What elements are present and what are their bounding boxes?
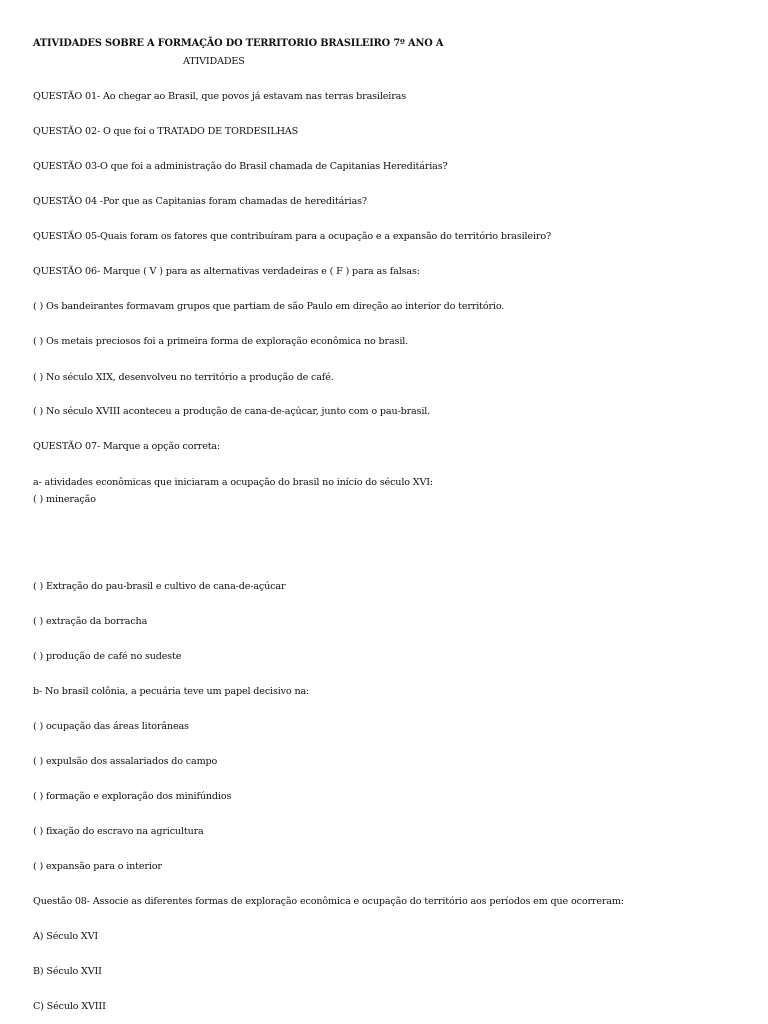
question-07: QUESTÃO 07- Marque a opção correta:	[33, 441, 221, 452]
question-07b-item: ( ) formação e exploração dos minifúndios	[33, 791, 232, 802]
question-07b-item: ( ) expansão para o interior	[33, 861, 162, 872]
question-07b-item: ( ) fixação do escravo na agricultura	[33, 826, 204, 837]
question-08-item: A) Século XVI	[33, 931, 99, 942]
question-04: QUESTÃO 04 -Por que as Capitanias foram chamadas de hereditárias?	[33, 196, 367, 207]
question-06-item: ( ) Os bandeirantes formavam grupos que partiam de são Paulo em direção ao interior do território.	[33, 301, 505, 312]
question-07a-item: ( ) mineração	[33, 494, 96, 505]
question-06-item: ( ) Os metais preciosos foi a primeira forma de exploração econômica no brasil.	[33, 336, 409, 347]
document-subtitle: ATIVIDADES	[183, 56, 245, 67]
question-06-item: ( ) No século XIX, desenvolveu no território a produção de café.	[33, 372, 334, 383]
question-07b: b- No brasil colônia, a pecuária teve um papel decisivo na:	[33, 686, 310, 697]
question-06-item: ( ) No século XVIII aconteceu a produção de cana-de-açúcar, junto com o pau-brasil.	[33, 406, 431, 417]
question-07b-item: ( ) ocupação das áreas litorâneas	[33, 721, 189, 732]
question-06: QUESTÃO 06- Marque ( V ) para as alternativas verdadeiras e ( F ) para as falsas:	[33, 266, 420, 277]
document-title: ATIVIDADES SOBRE A FORMAÇÃO DO TERRITORIO BRASILEIRO 7º ANO A	[33, 38, 444, 49]
question-07a: a- atividades econômicas que iniciaram a ocupação do brasil no início do século XVI:	[33, 477, 433, 488]
question-08-item: C) Século XVIII	[33, 1001, 106, 1012]
question-01: QUESTÃO 01- Ao chegar ao Brasil, que povos já estavam nas terras brasileiras	[33, 91, 406, 102]
question-08-item: B) Século XVII	[33, 966, 102, 977]
question-08: Questão 08- Associe as diferentes formas de exploração econômica e ocupação do território aos períodos em que ocorreram:	[33, 896, 624, 907]
question-02: QUESTÃO 02- O que foi o TRATADO DE TORDESILHAS	[33, 126, 299, 137]
question-03: QUESTÃO 03-O que foi a administração do Brasil chamada de Capitanias Hereditárias?	[33, 161, 448, 172]
question-07a-item: ( ) extração da borracha	[33, 616, 148, 627]
question-07a-item: ( ) Extração do pau-brasil e cultivo de cana-de-açúcar	[33, 581, 286, 592]
question-05: QUESTÃO 05-Quais foram os fatores que contribuíram para a ocupação e a expansão do território brasileiro?	[33, 231, 551, 242]
question-07a-item: ( ) produção de café no sudeste	[33, 651, 182, 662]
question-07b-item: ( ) expulsão dos assalariados do campo	[33, 756, 218, 767]
